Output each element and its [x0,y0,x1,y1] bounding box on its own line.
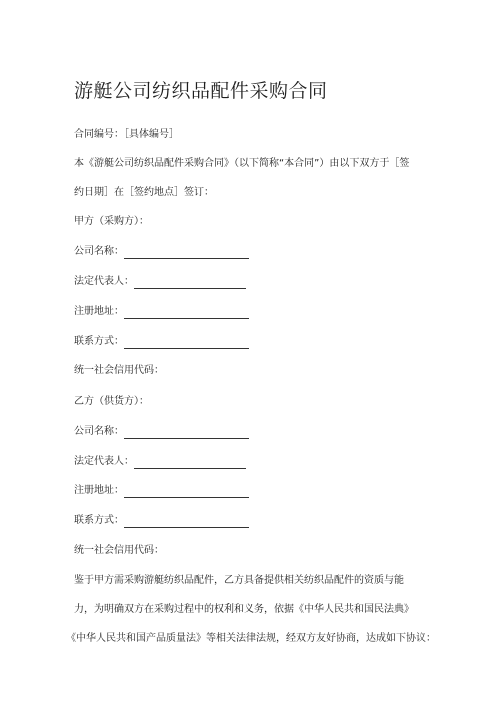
paragraph-line-2: 力，为明确双方在采购过程中的权利和义务，依据《中华人民共和国民法典》 [74,604,414,615]
party-b-legal-rep-blank [134,457,246,469]
party-a-legal-rep-blank [134,277,246,289]
party-a-contact-blank [124,337,249,349]
party-a-address-blank [124,307,249,319]
party-b-heading: 乙方（供货方）： [74,396,149,407]
contract-number: 合同编号：［具体编号］ [74,129,179,140]
intro-line-1: 本《游艇公司纺织品配件采购合同》（以下简称“本合同”）由以下双方于［签 [74,158,410,169]
party-a-company-label: 公司名称： [74,246,124,257]
party-a-legal-rep-label: 法定代表人： [74,276,134,287]
party-a-address-label: 注册地址： [74,306,124,317]
party-b-address-field [74,484,249,498]
intro-line-2: 约日期］在［签约地点］签订： [74,187,214,198]
document-title: 游艇公司纺织品配件采购合同 [74,80,328,102]
paragraph-line-1: 鉴于甲方需采购游艇纺织品配件，乙方具备提供相关纺织品配件的资质与能 [74,575,404,586]
party-b-company-field [74,425,249,439]
party-a-company-field [74,245,249,259]
party-a-credit-code: 统一社会信用代码： [74,365,164,376]
party-a-heading: 甲方（采购方）： [74,216,149,227]
party-b-contact-blank [124,516,249,528]
party-a-contact-label: 联系方式： [74,336,124,347]
party-b-company-blank [124,427,249,439]
party-b-legal-rep-label: 法定代表人： [74,456,134,467]
party-a-legal-rep-field [74,275,246,289]
paragraph-line-3: 《中华人民共和国产品质量法》等相关法律法规，经双方友好协商，达成如下协议： [66,633,436,644]
party-b-contact-field [74,514,249,528]
party-b-address-blank [124,486,249,498]
party-a-address-field [74,305,249,319]
party-b-credit-code: 统一社会信用代码： [74,545,164,556]
party-a-contact-field [74,335,249,349]
party-b-contact-label: 联系方式： [74,515,124,526]
party-b-address-label: 注册地址： [74,485,124,496]
party-a-company-blank [124,247,249,259]
party-b-company-label: 公司名称： [74,426,124,437]
party-b-legal-rep-field [74,455,246,469]
